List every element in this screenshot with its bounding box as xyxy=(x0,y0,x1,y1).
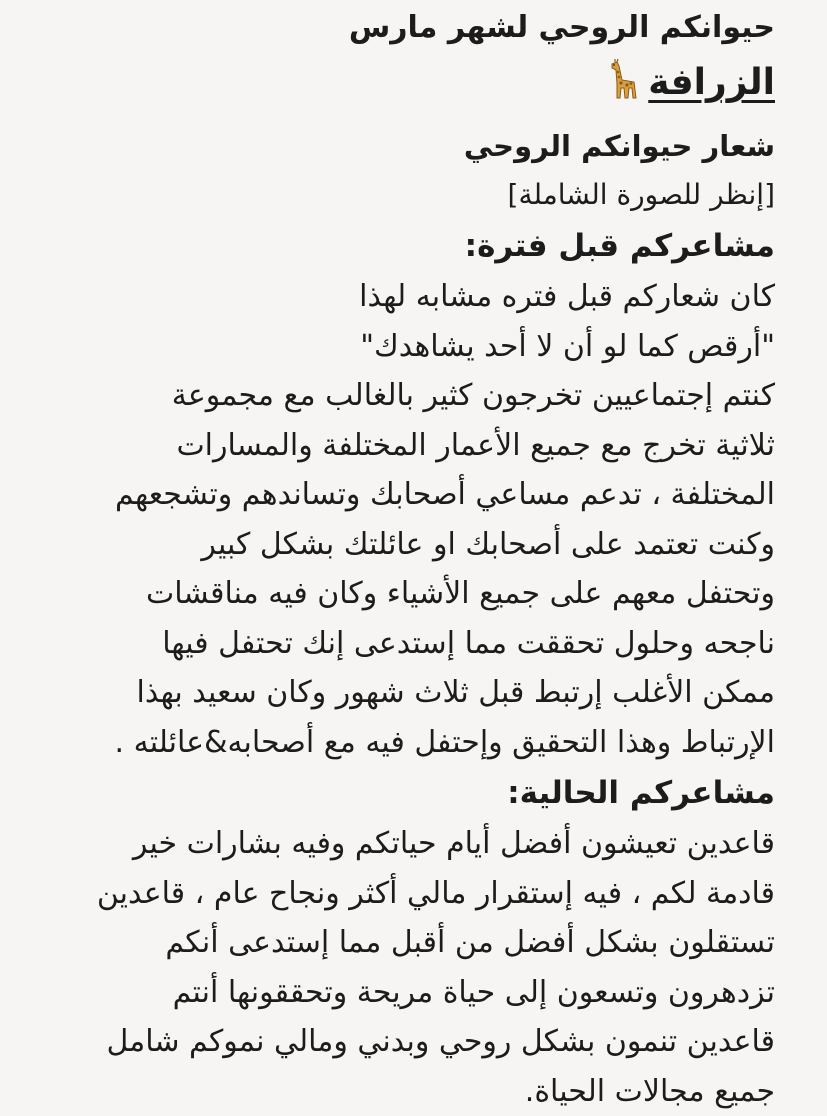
text-line: تزدهرون وتسعون إلى حياة مريحة وتحققونها أنتم xyxy=(52,968,775,1018)
text-line: ثلاثية تخرج مع جميع الأعمار المختلفة والمسارات xyxy=(52,421,775,471)
page-title: حيوانكم الروحي لشهر مارس xyxy=(52,2,775,54)
current-feelings-heading: مشاعركم الحالية: xyxy=(52,767,775,819)
giraffe-icon xyxy=(606,58,640,118)
image-note: [إنظر للصورة الشاملة] xyxy=(52,170,775,220)
text-line: قادمة لكم ، فيه إستقرار مالي أكثر ونجاح عام ، قاعدين xyxy=(52,869,775,919)
current-feelings-body xyxy=(52,819,775,1116)
text-line: وكنت تعتمد على أصحابك او عائلتك بشكل كبير xyxy=(52,520,775,570)
animal-name: الزرافة xyxy=(648,62,775,103)
text-line: قاعدين تنمون بشكل روحي وبدني ومالي نموكم شامل xyxy=(52,1017,775,1067)
text-line: وتحتفل معهم على جميع الأشياء وكان فيه مناقشات xyxy=(52,569,775,619)
text-line: جميع مجالات الحياة. xyxy=(52,1067,775,1116)
text-line: كنتم إجتماعيين تخرجون كثير بالغالب مع مجموعة xyxy=(52,371,775,421)
text-line: ناجحه وحلول تحققت مما إستدعى إنك تحتفل فيها xyxy=(52,619,775,669)
text-line: ممكن الأغلب إرتبط قبل ثلاث شهور وكان سعيد بهذا xyxy=(52,668,775,718)
text-line: "أرقص كما لو أن لا أحد يشاهدك" xyxy=(52,322,775,372)
text-line: تستقلون بشكل أفضل من أقبل مما إستدعى أنكم xyxy=(52,918,775,968)
text-line: قاعدين تعيشون أفضل أيام حياتكم وفيه بشارات خير xyxy=(52,819,775,869)
text-line: الإرتباط وهذا التحقيق وإحتفل فيه مع أصحابه&عائلته . xyxy=(52,718,775,768)
text-line: كان شعاركم قبل فتره مشابه لهذا xyxy=(52,272,775,322)
animal-heading xyxy=(52,54,775,118)
symbol-heading: شعار حيوانكم الروحي xyxy=(52,122,775,170)
text-line: المختلفة ، تدعم مساعي أصحابك وتساندهم وتشجعهم xyxy=(52,470,775,520)
past-feelings-body xyxy=(52,272,775,767)
article xyxy=(52,0,775,1116)
past-feelings-heading: مشاعركم قبل فترة: xyxy=(52,220,775,272)
